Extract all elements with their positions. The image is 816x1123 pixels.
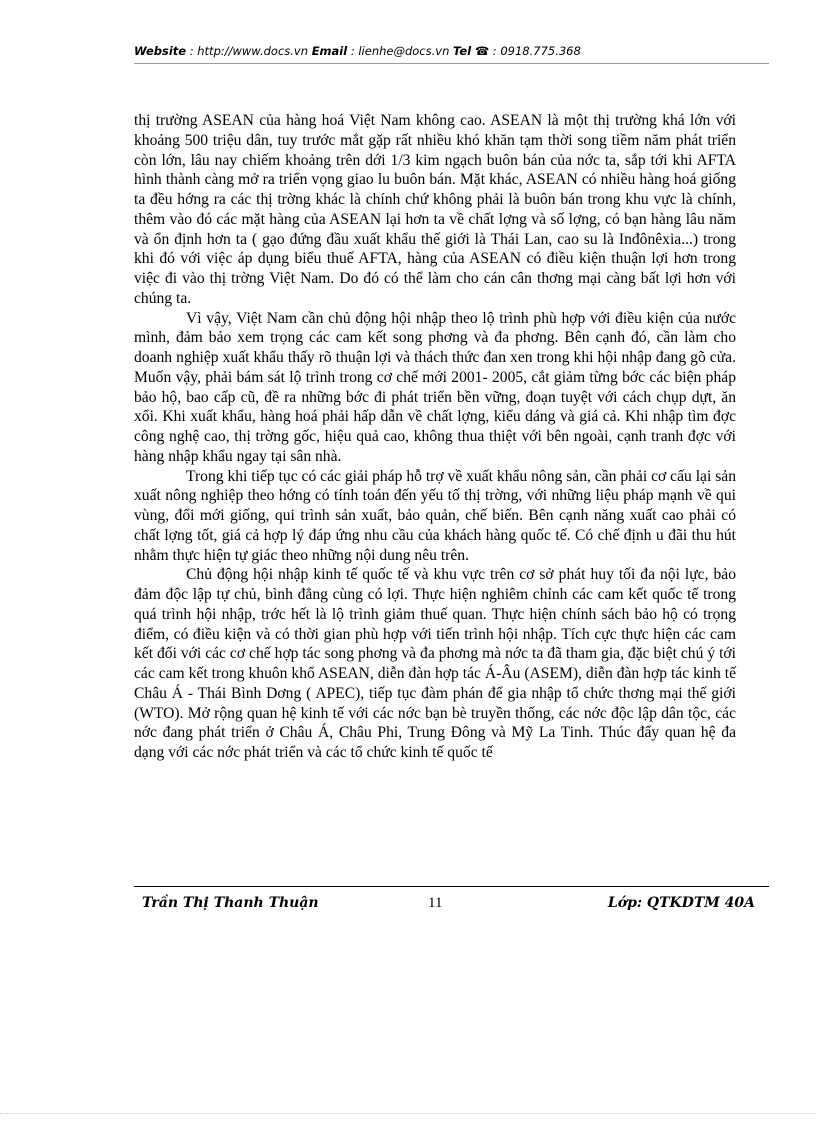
page-number: 11 bbox=[428, 895, 443, 911]
tel-number: : 0918.775.368 bbox=[492, 44, 581, 58]
page-bottom-border bbox=[0, 1113, 816, 1114]
paragraph-4: Chủ động hội nhập kinh tế quốc tế và khu vực trên cơ sở phát huy tối đa nội lực, bảo đảm độc lập tự chủ, bình đẳng cùng có lợi. Thực hiện nghiêm chỉnh các cam kết quốc tế trong quá trình hội nhập, trớc hết là lộ trình giảm thuế quan. Thực hiện chính sách bảo hộ có trọng điểm, có điều kiện và có thời gian phù hợp với tiến trình hội nhập. Tích cực thực hiện các cam kết đối với các cơ chế hợp tác song phơng và đa phơng mà nớc ta đã tham gia, đặc biệt chú ý tới các cam kết trong khuôn khổ ASEAN, diễn đàn hợp tác Á-Âu (ASEM), diễn đàn hợp tác kinh tế Châu Á - Thái Bình Dơng ( APEC), tiếp tục đàm phán để gia nhập tổ chức thơng mại thế giới (WTO). Mở rộng quan hệ kinh tế với các nớc bạn bè truyền thống, các nớc độc lập dân tộc, các nớc đang phát triển ở Châu Á, Châu Phi, Trung Đông và Mỹ La Tinh. Thúc đẩy quan hệ đa dạng với các nớc phát triển và các tổ chức kinh tế quốc tế bbox=[134, 566, 736, 761]
header-divider bbox=[134, 63, 769, 64]
document-body bbox=[134, 111, 736, 763]
footer-divider bbox=[134, 886, 769, 887]
website-url[interactable]: : http://www.docs.vn bbox=[189, 44, 309, 58]
email-address[interactable]: : lienhe@docs.vn bbox=[350, 44, 450, 58]
page-header bbox=[134, 44, 769, 62]
paragraph-2: Vì vậy, Việt Nam cần chủ động hội nhập theo lộ trình phù hợp với điều kiện của nước mình, đảm bảo xem trọng các cam kết song phơng và đa phơng. Bên cạnh đó, cần làm cho doanh nghiệp xuất khẩu thấy rõ thuận lợi và thách thức đan xen trong khi hội nhập đang gõ cửa. Muốn vậy, phải bám sát lộ trình trong cơ chế mới 2001- 2005, cắt giảm từng bớc các biện pháp bảo hộ, bao cấp cũ, đề ra những bớc đi phát triển bền vững, đoạn tuyệt với cách chụp dựt, ăn xổi. Khi xuất khẩu, hàng hoá phải hấp dẫn về chất lợng, kiểu dáng và giá cả. Khi nhập tìm đợc công nghệ cao, thị trờng gốc, hiệu quả cao, không thua thiệt với bên ngoài, cạnh tranh đợc với hàng nhập khẩu ngay tại sân nhà. bbox=[134, 309, 736, 465]
website-label: Website bbox=[134, 44, 187, 58]
author-name: Trần Thị Thanh Thuận bbox=[142, 895, 319, 911]
class-label: Lớp: QTKDTM 40A bbox=[607, 895, 755, 911]
email-label: Email bbox=[311, 44, 348, 58]
tel-label: Tel bbox=[453, 44, 472, 58]
paragraph-1: thị trường ASEAN của hàng hoá Việt Nam không cao. ASEAN là một thị trường khá lớn với khoảng 500 triệu dân, tuy trước mắt gặp rất nhiều khó khăn tạm thời song tiềm năm phát triển còn lớn, lâu nay chiếm khoảng trên dới 1/3 kim ngạch buôn bán của nớc ta, sắp tới khi AFTA hình thành càng mở ra triển vọng giao lu buôn bán. Mặt khác, ASEAN có nhiều hàng hoá giống ta đều hớng ra các thị trờng khác là chính chứ không phải là buôn bán trong khu vực là chính, thêm vào đó các mặt hàng của ASEAN lại hơn ta về chất lợng và số lợng, có bạn hàng lâu năm và ổn định hơn ta ( gạo đứng đầu xuất khẩu thế giới là Thái Lan, cao su là Inđônêxia...) trong khi đó với việc áp dụng biểu thuế AFTA, hàng của ASEAN có điều kiện thuận lợi hơn trong việc đi vào thị trờng Việt Nam. Do đó có thể làm cho cán cân thơng mại càng bất lợi hơn với chúng ta. bbox=[134, 112, 736, 307]
telephone-icon: ☎ bbox=[474, 44, 490, 58]
page-footer bbox=[134, 895, 769, 915]
paragraph-3: Trong khi tiếp tục có các giải pháp hỗ trợ về xuất khẩu nông sản, cần phải cơ cấu lại sản xuất nông nghiệp theo hớng có tính toán đến yếu tố thị trờng, với những liệu pháp mạnh về qui vùng, đổi mới giống, qui trình sản xuất, bảo quản, chế biến. Bên cạnh năng xuất cao phải có chất lợng tốt, giá cả hợp lý đáp ứng nhu cầu của khách hàng quốc tế. Có chế định u đãi thu hút nhằm thực hiện tự giác theo những nội dung nêu trên. bbox=[134, 467, 736, 564]
